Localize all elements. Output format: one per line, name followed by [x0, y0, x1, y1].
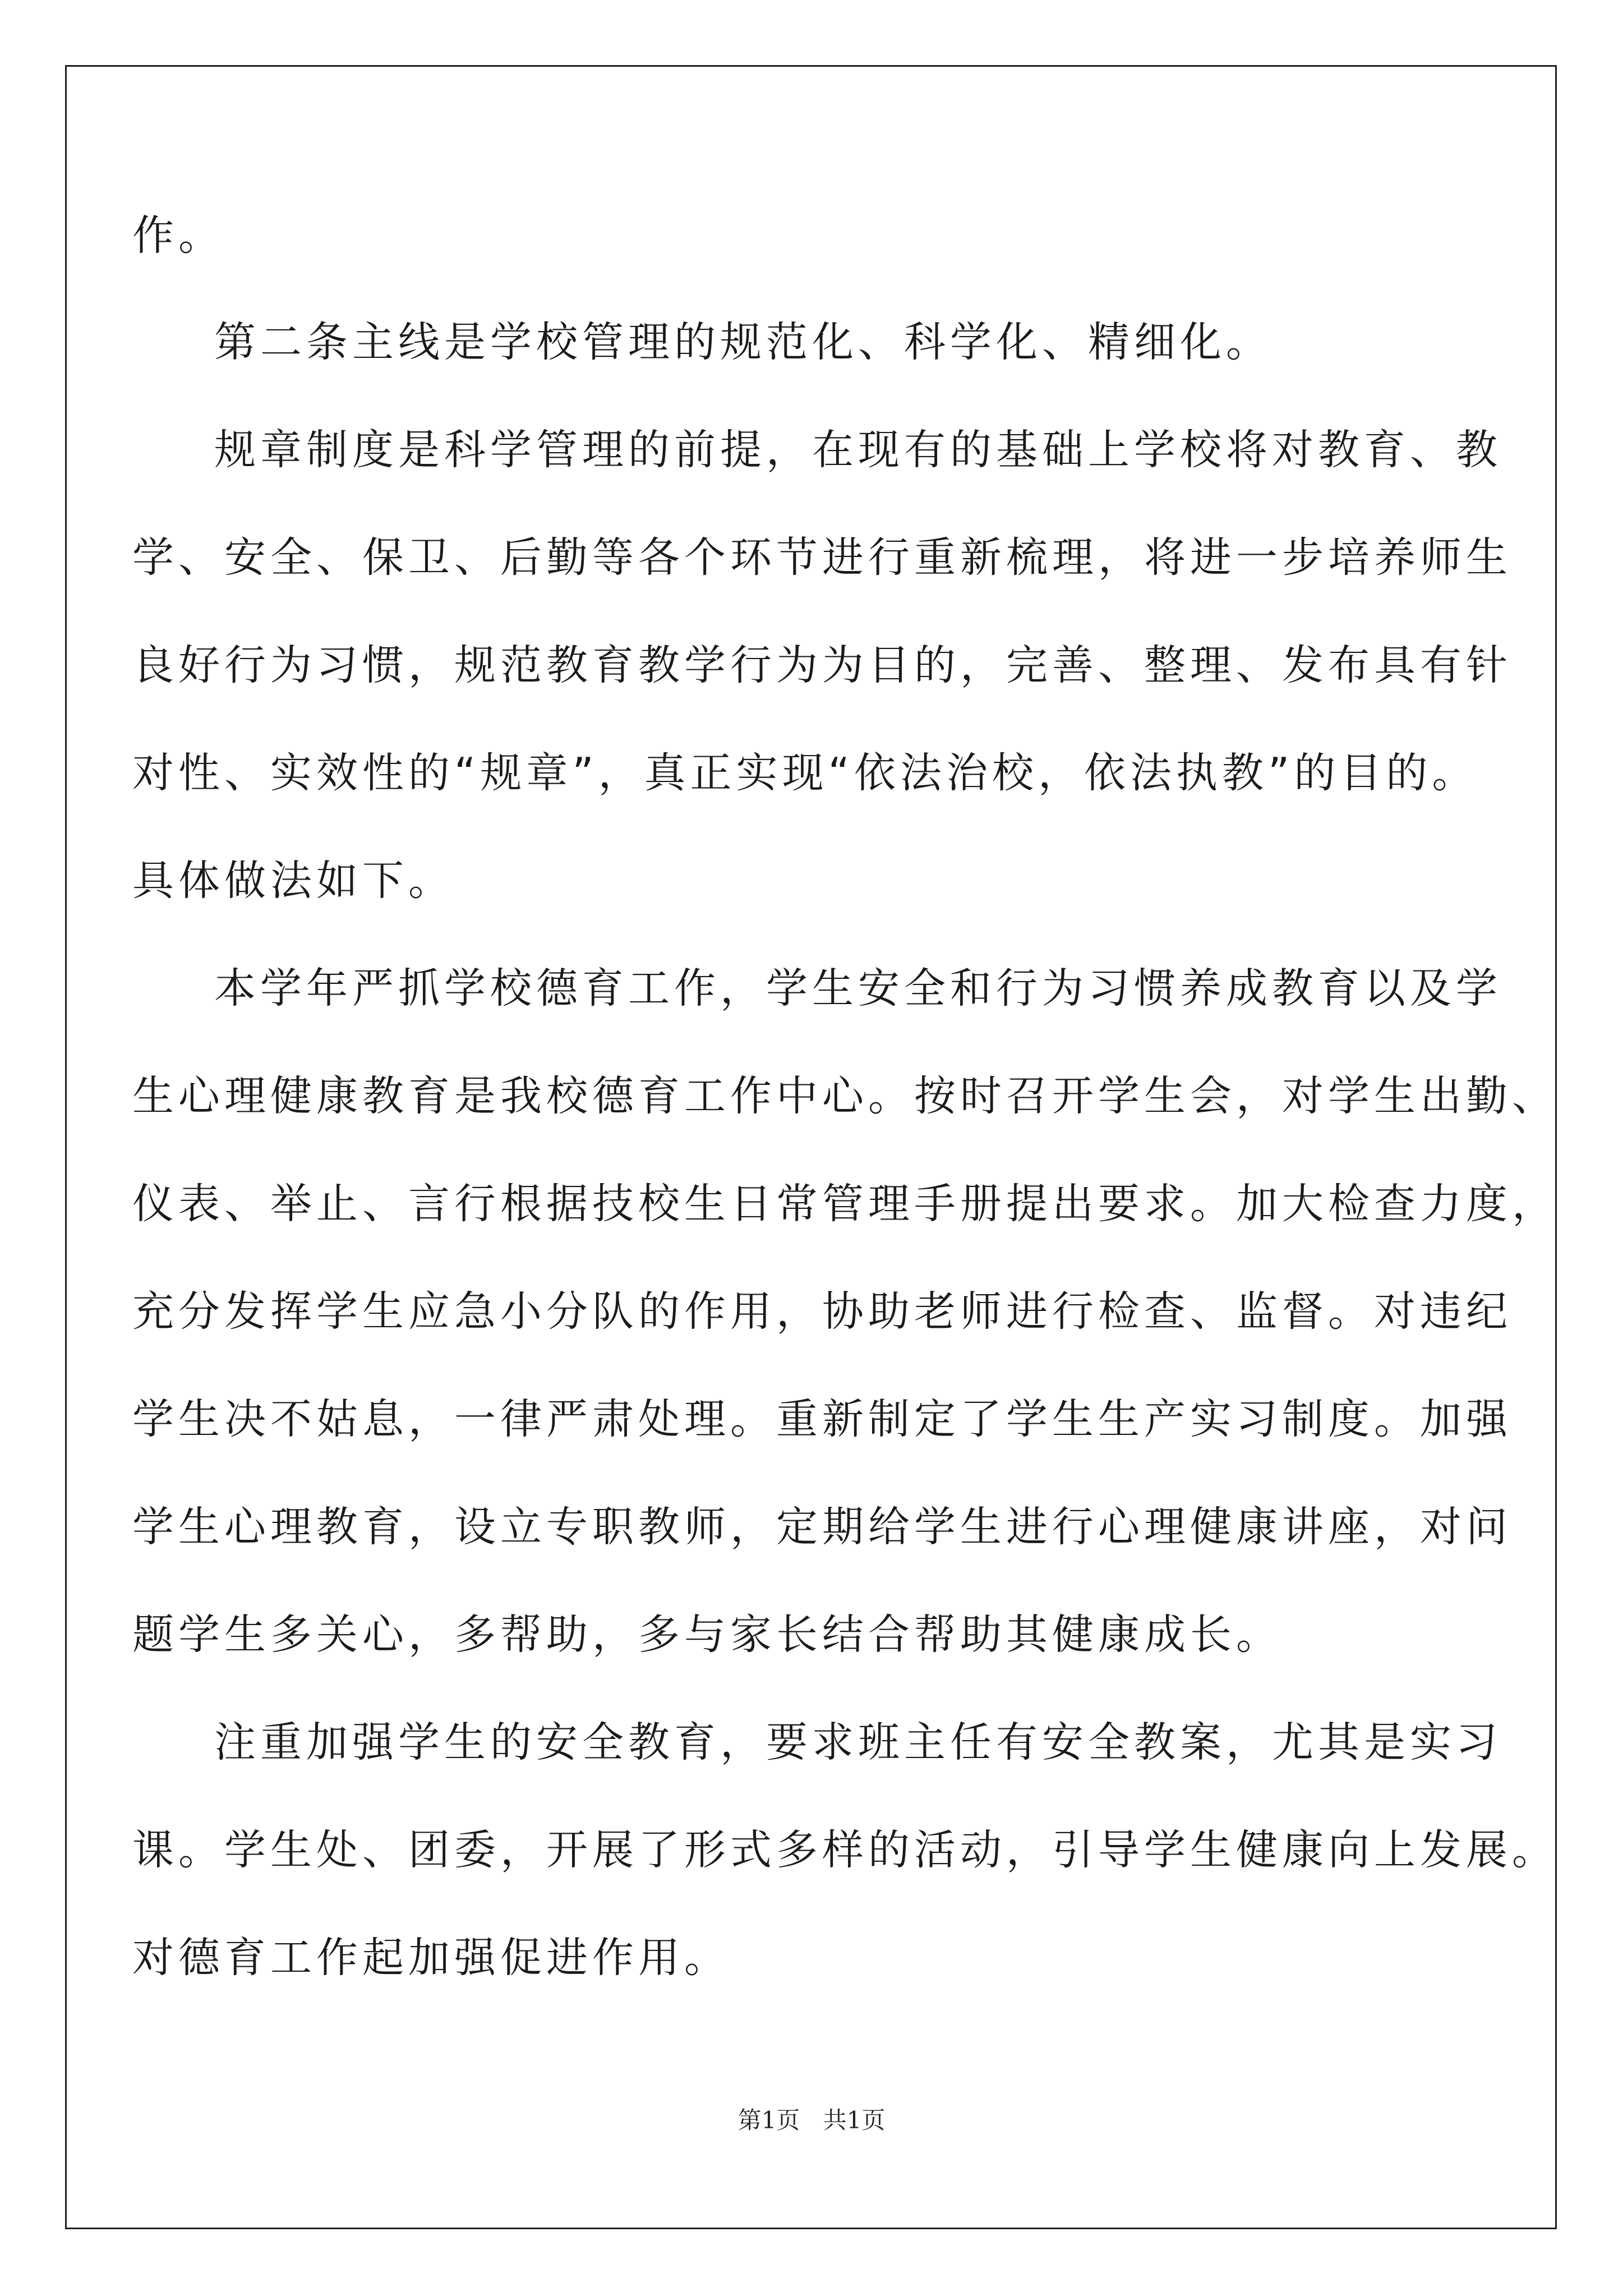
text-line: 仪表、举止、言行根据技校生日常管理手册提出要求。加大检查力度，: [132, 1180, 1558, 1228]
text-line: 良好行为习惯，规范教育教学行为为目的，完善、整理、发布具有针: [132, 641, 1512, 689]
text-line: 学生决不姑息，一律严肃处理。重新制定了学生生产实习制度。加强: [132, 1395, 1512, 1443]
text-line: 注重加强学生的安全教育，要求班主任有安全教案，尤其是实习: [214, 1718, 1502, 1766]
text-line: 本学年严抓学校德育工作，学生安全和行为习惯养成教育以及学: [214, 964, 1502, 1013]
text-line: 对性、实效性的“规章”，真正实现“依法治校，依法执教”的目的。: [132, 749, 1478, 797]
page-border: [65, 65, 1557, 2229]
page-number-current: 第1页: [737, 2106, 800, 2134]
text-line: 充分发挥学生应急小分队的作用，协助老师进行检查、监督。对违纪: [132, 1287, 1512, 1336]
text-line: 学、安全、保卫、后勤等各个环节进行重新梳理，将进一步培养师生: [132, 533, 1512, 582]
text-line: 作。: [132, 211, 224, 260]
text-line: 规章制度是科学管理的前提，在现有的基础上学校将对教育、教: [214, 426, 1502, 474]
page-footer: [0, 2104, 1623, 2137]
text-line: 课。学生处、团委，开展了形式多样的活动，引导学生健康向上发展。: [132, 1826, 1558, 1874]
text-line: 生心理健康教育是我校德育工作中心。按时召开学生会，对学生出勤、: [132, 1072, 1558, 1120]
text-line: 学生心理教育，设立专职教师，定期给学生进行心理健康讲座，对问: [132, 1503, 1512, 1551]
text-line: 题学生多关心，多帮助，多与家长结合帮助其健康成长。: [132, 1611, 1282, 1659]
page-number-total: 共1页: [823, 2106, 886, 2134]
text-line: 第二条主线是学校管理的规范化、科学化、精细化。: [214, 318, 1272, 366]
text-line: 对德育工作起加强促进作用。: [132, 1934, 730, 1982]
text-line: 具体做法如下。: [132, 857, 454, 905]
